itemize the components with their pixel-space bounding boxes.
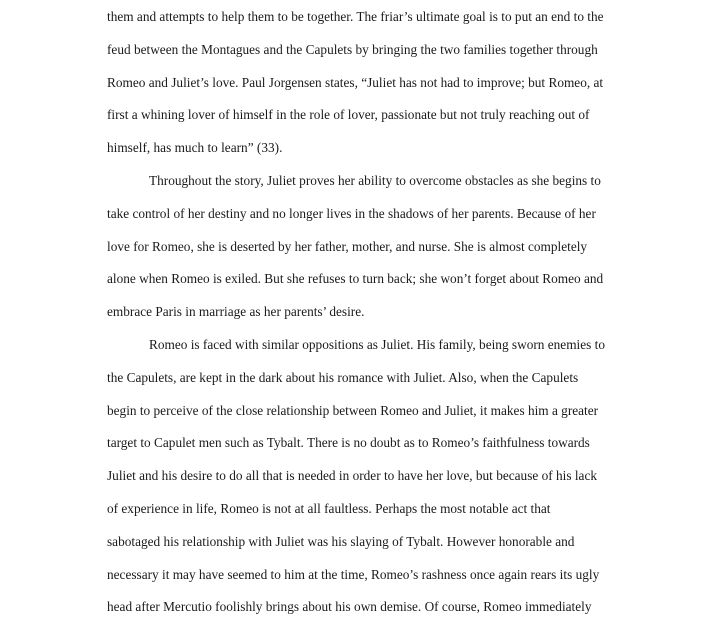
document-body (107, 1, 652, 624)
text-line: Romeo and Juliet’s love. Paul Jorgensen states, “Juliet has not had to improve; but Romeo, at (107, 74, 604, 90)
text-line: embrace Paris in marriage as her parents’ desire. (107, 304, 365, 320)
text-line: begin to perceive of the close relationship between Romeo and Juliet, it makes him a greater (107, 402, 599, 418)
text-line: alone when Romeo is exiled. But she refuses to turn back; she won’t forget about Romeo and (107, 271, 604, 287)
document-page (107, 1, 652, 624)
text-line: himself, has much to learn” (33). (107, 140, 283, 156)
paragraph-first-line: Throughout the story, Juliet proves her ability to overcome obstacles as she begins to (149, 172, 601, 188)
text-line: love for Romeo, she is deserted by her father, mother, and nurse. She is almost completely (107, 238, 588, 254)
paragraph-first-line: Romeo is faced with similar oppositions as Juliet. His family, being sworn enemies to (149, 336, 605, 352)
text-line: Juliet and his desire to do all that is needed in order to have her love, but because of his lack (107, 468, 597, 484)
text-line: first a whining lover of himself in the role of lover, passionate but not truly reaching out of (107, 107, 590, 123)
text-line: sabotaged his relationship with Juliet was his slaying of Tybalt. However honorable and (107, 533, 575, 549)
text-line: take control of her destiny and no longer lives in the shadows of her parents. Because of her (107, 205, 596, 221)
text-line: them and attempts to help them to be together. The friar’s ultimate goal is to put an end to the (107, 9, 604, 24)
text-line: head after Mercutio foolishly brings about his own demise. Of course, Romeo immediately (107, 599, 592, 615)
text-line: feud between the Montagues and the Capulets by bringing the two families together through (107, 41, 598, 57)
text-line: of experience in life, Romeo is not at all faultless. Perhaps the most notable act that (107, 500, 551, 516)
text-line: necessary it may have seemed to him at the time, Romeo’s rashness once again rears its ugly (107, 566, 600, 582)
text-line: the Capulets, are kept in the dark about his romance with Juliet. Also, when the Capulets (107, 369, 579, 385)
text-line: target to Capulet men such as Tybalt. There is no doubt as to Romeo’s faithfulness towards (107, 435, 590, 451)
